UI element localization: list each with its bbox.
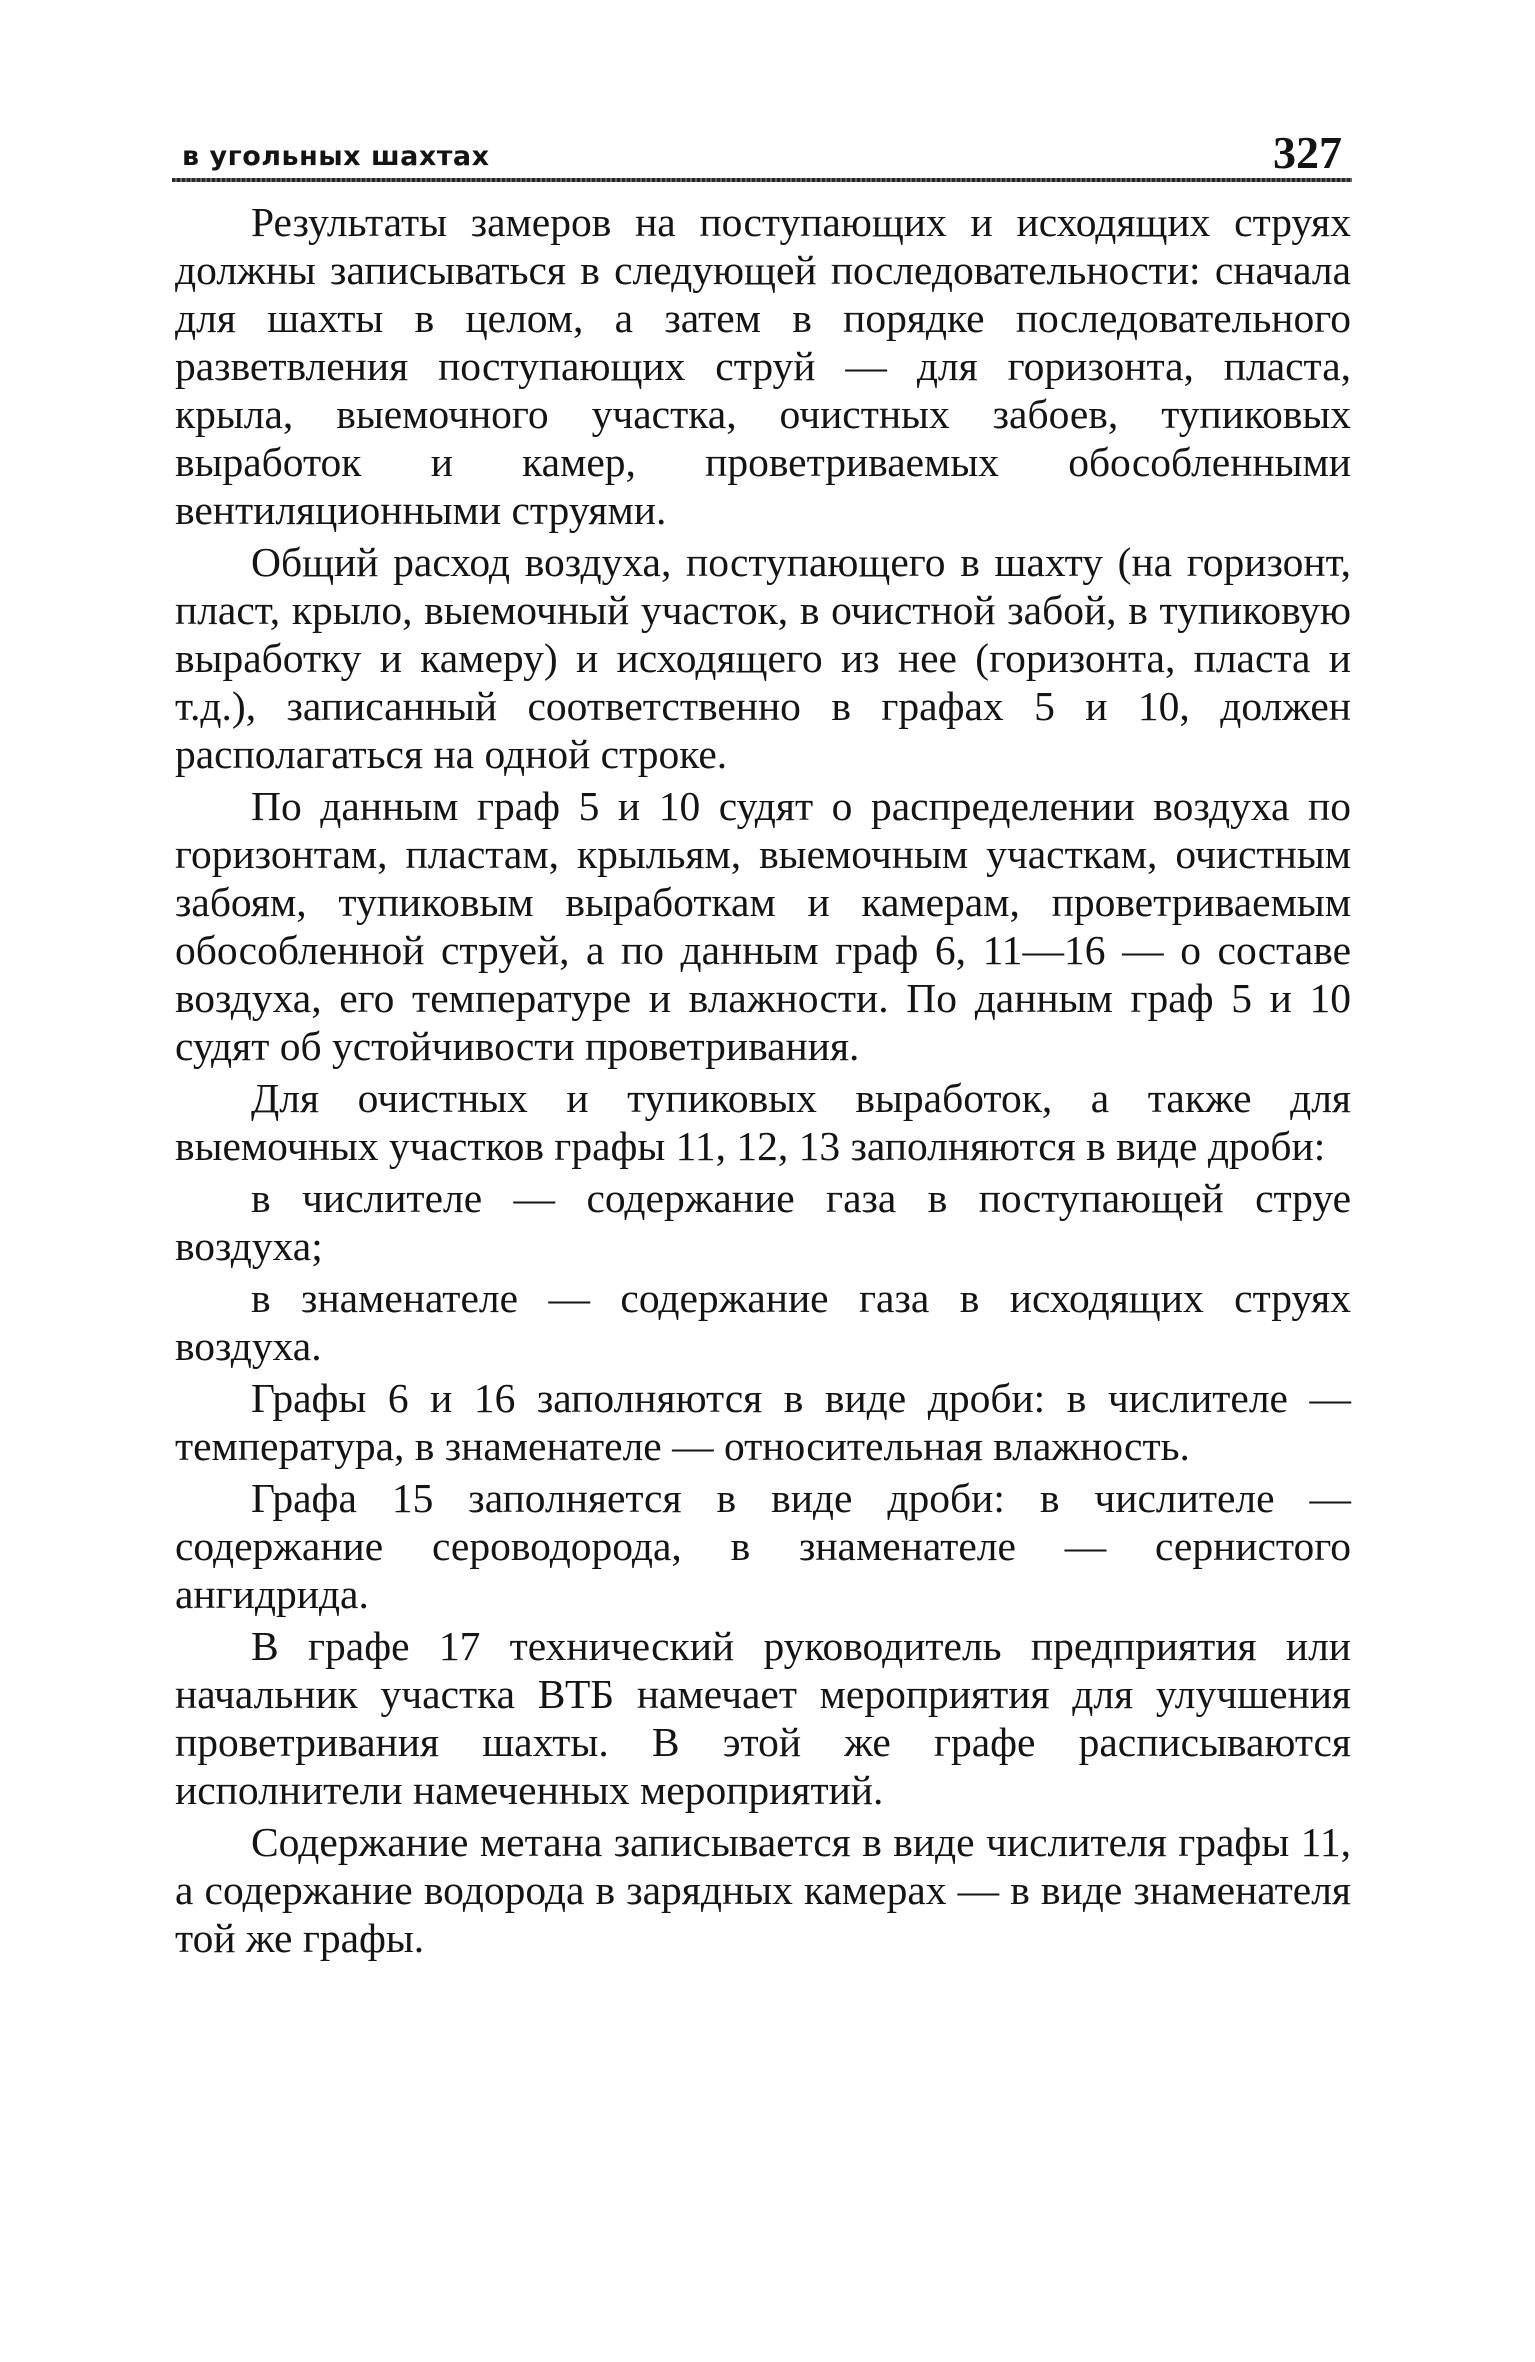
paragraph: В графе 17 технический руководитель предприятия или начальник участка ВТБ намечает мероприятия для улучшения проветривания шахты. В этой же графе расписываются исполнители намеченных мероприятий.	[175, 1623, 1351, 1813]
paragraph: Графа 15 заполняется в виде дроби: в числителе — содержание сероводорода, в знаменателе — сернистого ангидрида.	[175, 1475, 1351, 1617]
paragraph: в знаменателе — содержание газа в исходящих струях воздуха.	[175, 1275, 1351, 1369]
paragraph: По данным граф 5 и 10 судят о распределении воздуха по горизонтам, пластам, крыльям, выемочным участкам, очистным забоям, тупиковым выработкам и камерам, проветриваемым обособленной струей, а по данным граф 6, 11—16 — о составе воздуха, его температуре и влажности. По данным граф 5 и 10 судят об устойчивости проветривания.	[175, 783, 1351, 1069]
running-title: в угольных шахтах	[182, 141, 490, 172]
page-number: 327	[1273, 127, 1342, 178]
body-text	[175, 198, 1351, 1966]
paragraph: Общий расход воздуха, поступающего в шахту (на горизонт, пласт, крыло, выемочный участок, в очистной забой, в тупиковую выработку и камеру) и исходящего из нее (горизонта, пласта и т.д.), записанный соответственно в графах 5 и 10, должен располагаться на одной строке.	[175, 539, 1351, 777]
paragraph: Содержание метана записывается в виде числителя графы 11, а содержание водорода в зарядных камерах — в виде знаменателя той же графы.	[175, 1819, 1351, 1961]
header-rule	[172, 178, 1352, 182]
paragraph: Результаты замеров на поступающих и исходящих струях должны записываться в следующей последовательности: сначала для шахты в целом, а затем в порядке последовательного разветвления поступающих струй — для горизонта, пласта, крыла, выемочного участка, очистных забоев, тупиковых выработок и камер, проветриваемых обособленными вентиляционными струями.	[175, 199, 1351, 533]
paragraph: Для очистных и тупиковых выработок, а также для выемочных участков графы 11, 12, 13 заполняются в виде дроби:	[175, 1075, 1351, 1169]
paragraph: Графы 6 и 16 заполняются в виде дроби: в числителе — температура, в знаменателе — относительная влажность.	[175, 1375, 1351, 1469]
running-header	[172, 118, 1352, 182]
paragraph: в числителе — содержание газа в поступающей струе воздуха;	[175, 1175, 1351, 1269]
